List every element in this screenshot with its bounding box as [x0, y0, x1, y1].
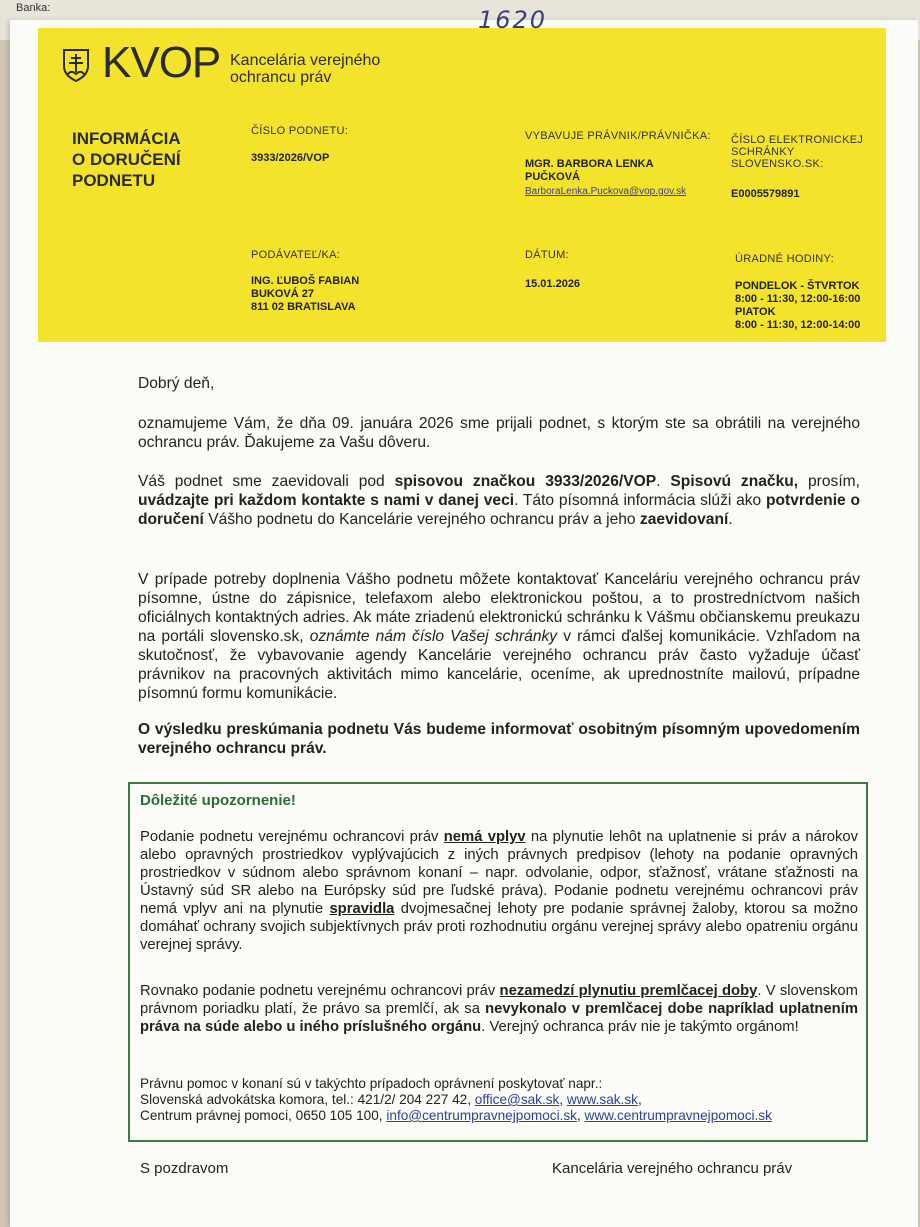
- emphasis: nemá vplyv: [443, 829, 526, 845]
- important-notice-box: [128, 782, 868, 1142]
- date-label: DÁTUM:: [525, 249, 569, 261]
- case-reference: spisovou značkou 3933/2026/VOP: [394, 473, 657, 490]
- paragraph-contact: [138, 570, 860, 703]
- submitter-line: 811 02 BRATISLAVA: [251, 301, 356, 313]
- text: v rámci ďalšej komunikácie. Vzhľadom na skutočnosť, že vybavovanie agendy Kancelárie verejného ochrancu práv často vyžaduje účasť právnikov na pracovných aktivitách mimo kancelárie, oceníme, ak uprednostníte mailovú, prípadne písomnú formu komunikácie.: [138, 628, 860, 702]
- office-hours-label: ÚRADNÉ HODINY:: [735, 253, 834, 265]
- emphasis: spravidla: [329, 901, 395, 917]
- logo-subtitle: [230, 52, 380, 86]
- date-value: 15.01.2026: [525, 278, 581, 290]
- text: ,: [637, 1092, 642, 1107]
- submitter-line: BUKOVÁ 27: [251, 288, 314, 300]
- submitter-address: [251, 275, 359, 314]
- case-number-label: ČÍSLO PODNETU:: [251, 125, 349, 137]
- text: Slovenská advokátska komora, tel.: 421/2/ 204 227 42,: [140, 1092, 475, 1107]
- lawyer-label: VYBAVUJE PRÁVNIK/PRÁVNIČKA:: [525, 130, 711, 142]
- closing: S pozdravom: [140, 1160, 229, 1177]
- text: Váš podnet sme zaevidovali pod: [138, 473, 395, 490]
- office-hours: [735, 280, 860, 332]
- text: dvojmesačnej lehoty pre podanie správnej žaloby, ktorou sa možno domáhať ochrany svojich subjektívnych práv proti rozhodnutiu orgánu verejnej správy alebo opatreniu orgánu verejnej správy.: [140, 901, 858, 953]
- e-box-label: [731, 134, 863, 170]
- e-box-label-line: SLOVENSKO.SK:: [731, 158, 824, 170]
- legal-aid-contacts: [140, 1076, 858, 1124]
- cpp-email-link[interactable]: info@centrumpravnejpomoci.sk: [386, 1108, 577, 1123]
- logo-subtitle-line: ochrancu práv: [230, 69, 332, 86]
- greeting: Dobrý deň,: [138, 375, 215, 392]
- text: . Verejný ochranca práv nie je takýmto orgánom!: [481, 1019, 799, 1035]
- contact-sak: [140, 1092, 858, 1108]
- signature: Kancelária verejného ochrancu práv: [552, 1160, 793, 1177]
- sak-email-link[interactable]: office@sak.sk: [474, 1092, 560, 1107]
- notice-title: Dôležité upozornenie!: [140, 792, 296, 809]
- notice-paragraph-limitation: [140, 982, 858, 1036]
- bank-label: Banka:: [16, 2, 51, 14]
- office-hours-line: 8:00 - 11:30, 12:00-16:00: [735, 293, 861, 305]
- e-box-label-line: SCHRÁNKY: [731, 146, 795, 158]
- text: na plynutie lehôt na uplatnenie si práv a nárokov alebo opravných prostriedkov vyplývajúcich z iných právnych predpisov (lehoty na podanie opravných prostriedkov v súdnom alebo správnom konaní – napr. odvolanie, odpor, sťažnosť, vrátane sťažnosti na Ústavný súd SR alebo na Európsky súd pre ľudské práva). Podanie podnetu verejnému ochrancovi práv nemá vplyv ani na plynutie: [140, 829, 858, 917]
- text: Centrum právnej pomoci, 0650 105 100,: [140, 1108, 387, 1123]
- emphasis: nezamedzí plynutiu premlčacej doby: [499, 983, 758, 999]
- text: prosím,: [798, 473, 860, 490]
- text: . V slovenskom právnom poriadku platí, že právo sa premlčí, ak sa: [140, 983, 858, 1017]
- text: . Táto písomná informácia slúži ako: [514, 492, 766, 509]
- emphasis: zaevidovaní: [639, 511, 729, 528]
- lawyer-name-line: PUČKOVÁ: [525, 171, 581, 183]
- text: .: [656, 473, 671, 490]
- lawyer-email-link[interactable]: BarboraLenka.Puckova@vop.gov.sk: [525, 186, 687, 197]
- logo-subtitle-line: Kancelária verejného: [230, 52, 381, 69]
- contacts-intro: Právnu pomoc v konaní sú v takýchto prípadoch oprávnení poskytovať napr.:: [140, 1076, 603, 1091]
- office-hours-line: PONDELOK - ŠTVRTOK: [735, 280, 860, 292]
- paragraph-case-number: [138, 472, 860, 529]
- emphasis: oznámte nám číslo Vašej schránky: [309, 628, 558, 645]
- text: Vášho podnetu do Kancelárie verejného ochrancu práv a jeho: [203, 511, 640, 528]
- logo-text: KVOP: [102, 38, 221, 87]
- text: Rovnako podanie podnetu verejnému ochrancovi práv: [140, 983, 500, 999]
- paragraph-receipt: oznamujeme Vám, že dňa 09. januára 2026 sme prijali podnet, s ktorým ste sa obrátili na verejného ochrancu práv. Ďakujeme za Vašu dôveru.: [138, 415, 860, 451]
- submitter-label: PODÁVATEĽ/KA:: [251, 249, 341, 261]
- title-line: PODNETU: [72, 171, 156, 190]
- notice-paragraph-deadlines: [140, 828, 858, 954]
- text: .: [728, 511, 733, 528]
- coat-of-arms-icon: [62, 48, 90, 82]
- lawyer-name-line: MGR. BARBORA LENKA: [525, 158, 654, 170]
- e-box-value: E0005579891: [731, 188, 800, 200]
- emphasis: Spisovú značku,: [670, 473, 799, 490]
- sak-web-link[interactable]: www.sak.sk: [566, 1092, 638, 1107]
- office-hours-line: PIATOK: [735, 306, 776, 318]
- case-number-value: 3933/2026/VOP: [251, 152, 330, 164]
- text: V prípade potreby doplnenia Vášho podnetu môžete kontaktovať Kanceláriu verejného ochrancu práv písomne, ústne do zápisnice, telefaxom alebo elektronickou poštou, a to prostredníctvom našich oficiálnych kontaktných adries. Ak máte zriadenú elektronickú schránku k Vášmu občianskemu preukazu na portáli slovensko.sk,: [138, 571, 860, 645]
- title-line: INFORMÁCIA: [72, 129, 181, 148]
- paragraph-result: O výsledku preskúmania podnetu Vás budeme informovať osobitným písomným upovedomením verejného ochrancu práv.: [138, 721, 860, 757]
- text: ,: [576, 1108, 585, 1123]
- emphasis: nevykonalo v premlčacej dobe napríklad uplatnením práva na súde alebo u iného príslušného orgánu: [140, 1001, 858, 1035]
- text: ,: [559, 1092, 567, 1107]
- lawyer-name: [525, 158, 654, 184]
- e-box-label-line: ČÍSLO ELEKTRONICKEJ: [731, 134, 864, 146]
- title-line: O DORUČENÍ: [72, 150, 181, 169]
- cpp-web-link[interactable]: www.centrumpravnejpomoci.sk: [584, 1108, 772, 1123]
- handwritten-number: 1620: [478, 6, 548, 34]
- office-hours-line: 8:00 - 11:30, 12:00-14:00: [735, 319, 861, 331]
- document-title: [72, 128, 181, 191]
- contact-cpp: [140, 1108, 858, 1124]
- emphasis: potvrdenie o doručení: [138, 492, 860, 528]
- text: Podanie podnetu verejnému ochrancovi práv: [140, 829, 444, 845]
- header-panel: [38, 28, 886, 342]
- submitter-line: ING. ĽUBOŠ FABIAN: [251, 275, 360, 287]
- emphasis: uvádzajte pri každom kontakte s nami v danej veci: [138, 492, 515, 509]
